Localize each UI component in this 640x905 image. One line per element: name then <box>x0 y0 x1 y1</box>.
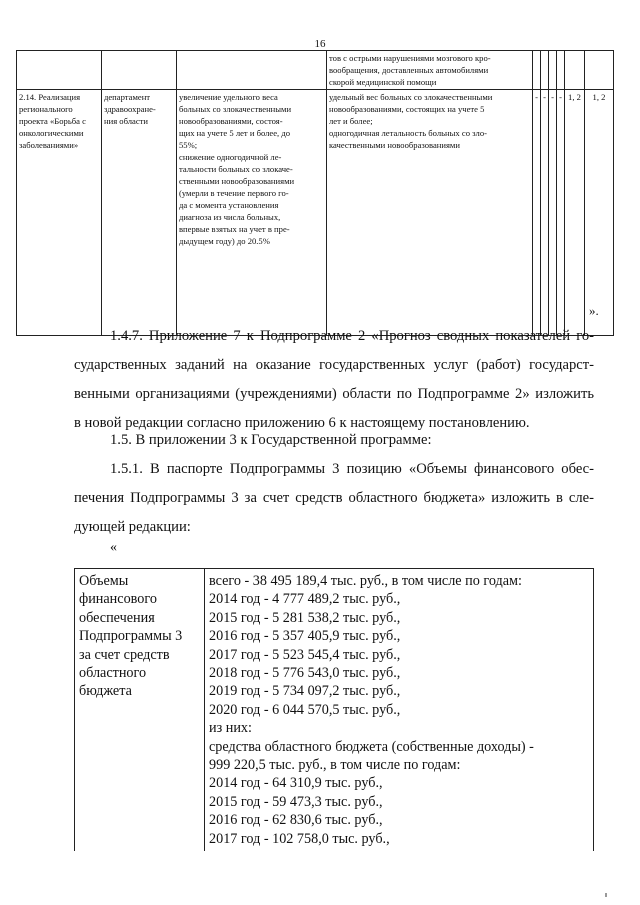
text-line: 2016 год - 5 357 405,9 тыс. руб., <box>209 628 401 645</box>
indicator-cell <box>327 51 533 90</box>
ref-cell <box>585 51 614 90</box>
text-line: 2015 год - 59 473,3 тыс. руб., <box>209 793 383 810</box>
measure-name-cell <box>17 51 102 90</box>
text-line: 55%; <box>179 140 198 150</box>
text-line: 2018 год - 5 776 543,0 тыс. руб., <box>209 665 401 682</box>
text-line: 2020 год - 6 044 570,5 тыс. руб., <box>209 701 401 718</box>
text-line: 2015 год - 5 281 538,2 тыс. руб., <box>209 609 401 626</box>
indicator-cell <box>327 90 533 336</box>
text-line: удельный вес больных со злокачественными <box>329 92 493 102</box>
text-line: бюджета <box>79 683 132 700</box>
text-line: одногодичная летальность больных со зло- <box>329 128 487 138</box>
text-line: диагноза из числа больных, <box>179 212 281 222</box>
text-line: регионального <box>19 104 73 114</box>
result-cell <box>177 51 327 90</box>
text-line: скорой медицинской помощи <box>329 77 437 87</box>
table-row <box>17 51 614 90</box>
finance-table <box>74 568 594 851</box>
text-line: впервые взятых на учет в пре- <box>179 224 290 234</box>
text-line: всего - 38 495 189,4 тыс. руб., в том числе по годам: <box>209 573 522 589</box>
text-line: 2016 год - 62 830,6 тыс. руб., <box>209 812 383 829</box>
text-line: Объемы <box>79 573 129 589</box>
text-line: департамент <box>104 92 151 102</box>
text-line: 2017 год - 5 523 545,4 тыс. руб., <box>209 646 401 663</box>
text-line: щих на учете 5 лет и более, до <box>179 128 291 138</box>
text-line: средства областного бюджета (собственные доходы) - <box>209 738 534 755</box>
text-line: 2.14. Реализация <box>19 92 81 102</box>
text-line: здравоохране- <box>104 104 156 114</box>
text-line: за счет средств <box>79 646 170 663</box>
finance-value-cell <box>205 569 594 852</box>
text-line: 2014 год - 4 777 489,2 тыс. руб., <box>209 591 401 608</box>
text-line: (умерли в течение первого го- <box>179 188 289 198</box>
paragraph-1-5-1 <box>74 455 594 542</box>
text-line: венными организациями (учреждениями) области по Подпрограмме 2» изложить <box>74 386 594 402</box>
text-line: дыдущем году) до 20.5% <box>179 236 270 246</box>
text-line: тов с острыми нарушениями мозгового кро- <box>329 53 491 63</box>
text-line: в новой редакции согласно приложению 6 к настоящему постановлению. <box>74 415 530 431</box>
page-number: 16 <box>314 38 326 50</box>
executor-cell <box>102 51 177 90</box>
small-cell <box>549 51 557 90</box>
text-line: тальности больных со злокаче- <box>179 164 293 174</box>
text-line: 2017 год - 102 758,0 тыс. руб., <box>209 830 390 847</box>
small-cell: - <box>533 90 541 336</box>
opening-quote: « <box>110 540 117 555</box>
text-line: онкологическими <box>19 128 84 138</box>
text-line: областного <box>79 665 147 682</box>
text-line: печения Подпрограммы 3 за счет средств областного бюджета» изложить в сле- <box>74 490 594 506</box>
ref-cell: 1, 2 <box>565 90 585 336</box>
upper-program-table <box>16 50 614 336</box>
text-line: 1.4.7. Приложение 7 к Подпрограмме 2 «Прогноз сводных показателей го- <box>110 328 594 344</box>
ref-cell: 1, 2 <box>585 90 614 336</box>
text-line: финансового <box>79 591 157 608</box>
finance-label-cell <box>75 569 205 852</box>
text-line: ния области <box>104 116 149 126</box>
executor-cell <box>102 90 177 336</box>
closing-quote: ». <box>589 303 599 318</box>
scan-speck <box>605 893 607 897</box>
table-row <box>75 569 594 852</box>
text-line: из них: <box>209 720 252 737</box>
small-cell: - <box>549 90 557 336</box>
text-line: качественными новообразованиями <box>329 140 460 150</box>
text-line: обеспечения <box>79 609 155 626</box>
small-cell <box>541 51 549 90</box>
small-cell: - <box>541 90 549 336</box>
small-cell <box>533 51 541 90</box>
text-line: ственными новообразованиями <box>179 176 295 186</box>
ref-cell <box>565 51 585 90</box>
text-line: больных со злокачественными <box>179 104 292 114</box>
text-line: новообразованиями, состоящих на учете 5 <box>329 104 485 114</box>
text-line: да с момента установления <box>179 200 279 210</box>
paragraph-1-5 <box>74 426 594 455</box>
text-line: Подпрограммы 3 <box>79 628 183 645</box>
text-line: 1.5. В приложении 3 к Государственной программе: <box>110 432 432 448</box>
text-line: 2019 год - 5 734 097,2 тыс. руб., <box>209 683 401 700</box>
text-line: лет и более; <box>329 116 373 126</box>
result-cell <box>177 90 327 336</box>
small-cell: - <box>557 90 565 336</box>
text-line: новообразованиями, состоя- <box>179 116 283 126</box>
text-line: заболеваниями» <box>19 140 79 150</box>
text-line: 999 220,5 тыс. руб., в том числе по годам: <box>209 757 461 774</box>
text-line: 2014 год - 64 310,9 тыс. руб., <box>209 775 383 792</box>
table-row <box>17 90 614 336</box>
text-line: сударственных заданий на оказание государственных услуг (работ) государст- <box>74 357 594 373</box>
measure-name-cell <box>17 90 102 336</box>
paragraph-1-4-7 <box>74 322 594 438</box>
text-line: 1.5.1. В паспорте Подпрограммы 3 позицию «Объемы финансового обес- <box>110 461 594 477</box>
text-line: снижение одногодичной ле- <box>179 152 282 162</box>
text-line: дующей редакции: <box>74 519 191 535</box>
text-line: проекта «Борьба с <box>19 116 86 126</box>
small-cell <box>557 51 565 90</box>
text-line: увеличение удельного веса <box>179 92 278 102</box>
text-line: вообращения, доставленных автомобилями <box>329 65 489 75</box>
